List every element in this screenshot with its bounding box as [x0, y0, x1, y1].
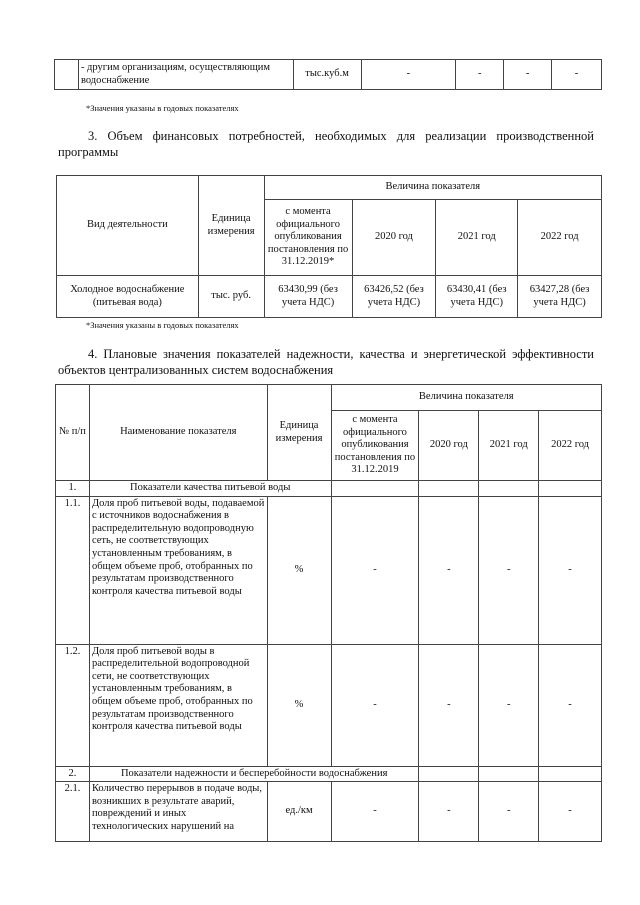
row-number: 1.2.	[56, 644, 90, 766]
unit-cell: тыс. руб.	[198, 276, 264, 318]
value-cell: -	[552, 60, 602, 90]
top-table	[54, 59, 602, 90]
activity-cell: Холодное водоснабжение (питьевая вода)	[57, 276, 199, 318]
value-cell: -	[331, 496, 419, 644]
column-header-2021: 2021 год	[479, 411, 539, 481]
value-cell: -	[479, 496, 539, 644]
table-row	[56, 496, 602, 644]
column-header-2022: 2022 год	[518, 200, 602, 276]
value-cell: -	[479, 644, 539, 766]
value-cell: -	[539, 644, 602, 766]
value-cell: -	[539, 782, 602, 842]
unit-cell: ед./км	[267, 782, 331, 842]
column-header-unit: Единица измерения	[267, 385, 331, 481]
table-row	[57, 276, 602, 318]
group-row	[56, 766, 602, 782]
value-cell: 63430,41 (без учета НДС)	[436, 276, 518, 318]
column-header-name: Наименование показателя	[89, 385, 267, 481]
value-cell: -	[361, 60, 456, 90]
value-cell: -	[331, 644, 419, 766]
footnote: *Значения указаны в годовых показателях	[86, 320, 239, 330]
indicator-name: - другим организациям, осуществляющим водоснабжение	[78, 60, 293, 90]
table-row	[56, 782, 602, 842]
financial-needs-table	[56, 175, 602, 318]
column-header-2020: 2020 год	[419, 411, 479, 481]
value-cell: -	[456, 60, 504, 90]
unit-cell: тыс.куб.м	[293, 60, 361, 90]
column-header-value: Величина показателя	[264, 176, 601, 200]
column-header-2021: 2021 год	[436, 200, 518, 276]
section-4-heading: 4. Плановые значения показателей надежности, качества и энергетической эффективности объектов централизованных систем водоснабжения	[58, 347, 594, 378]
column-header-value: Величина показателя	[331, 385, 602, 411]
row-number-cell	[55, 60, 79, 90]
column-header-number: № п/п	[56, 385, 90, 481]
value-cell: 63427,28 (без учета НДС)	[518, 276, 602, 318]
indicators-table	[55, 384, 602, 842]
value-cell: -	[479, 782, 539, 842]
column-header-activity: Вид деятельности	[57, 176, 199, 276]
indicator-name: Доля проб питьевой воды, подаваемой с источников водоснабжения в распределительную водопроводную сеть, не соответствующих установленным требованиям, в общем объеме проб, отобранных по результатам производственного контроля качества питьевой воды	[89, 496, 267, 644]
table-row	[56, 644, 602, 766]
value-cell: -	[504, 60, 552, 90]
column-header-period: с момента официального опубликования постановления по 31.12.2019*	[264, 200, 352, 276]
unit-cell: %	[267, 496, 331, 644]
value-cell: 63426,52 (без учета НДС)	[352, 276, 436, 318]
value-cell: -	[419, 644, 479, 766]
column-header-2020: 2020 год	[352, 200, 436, 276]
footnote: *Значения указаны в годовых показателях	[86, 103, 239, 113]
column-header-unit: Единица измерения	[198, 176, 264, 276]
value-cell: 63430,99 (без учета НДС)	[264, 276, 352, 318]
section-3-heading: 3. Объем финансовых потребностей, необходимых для реализации производственной программы	[58, 129, 594, 160]
group-number: 1.	[56, 481, 90, 497]
group-row	[56, 481, 602, 497]
column-header-2022: 2022 год	[539, 411, 602, 481]
unit-cell: %	[267, 644, 331, 766]
value-cell: -	[539, 496, 602, 644]
group-title: Показатели качества питьевой воды	[89, 481, 331, 497]
row-number: 2.1.	[56, 782, 90, 842]
table-header-row	[56, 385, 602, 411]
value-cell: -	[331, 782, 419, 842]
value-cell: -	[419, 782, 479, 842]
group-number: 2.	[56, 766, 90, 782]
group-title: Показатели надежности и бесперебойности водоснабжения	[89, 766, 418, 782]
row-number: 1.1.	[56, 496, 90, 644]
column-header-period: с момента официального опубликования постановления по 31.12.2019	[331, 411, 419, 481]
indicator-name: Доля проб питьевой воды в распределительной водопроводной сети, не соответствующих установленным требованиям, в общем объеме проб, отобранных по результатам производственного контроля качества питьевой воды	[89, 644, 267, 766]
value-cell: -	[419, 496, 479, 644]
table-row	[55, 60, 602, 90]
table-header-row	[57, 176, 602, 200]
indicator-name: Количество перерывов в подаче воды, возникших в результате аварий, повреждений и иных технологических нарушений на	[89, 782, 267, 842]
